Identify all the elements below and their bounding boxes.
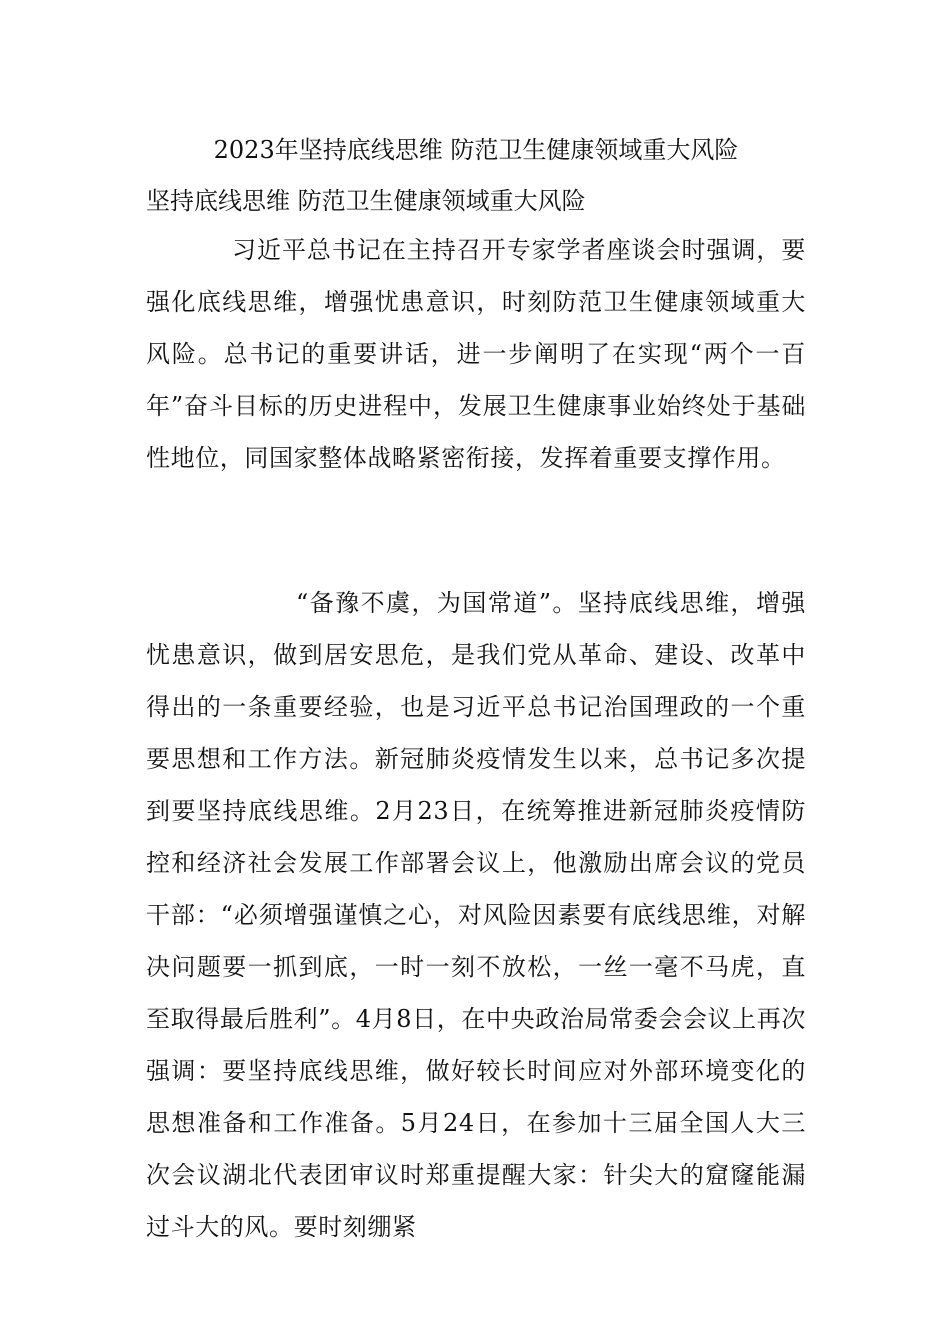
document-title: 2023年坚持底线思维 防范卫生健康领域重大风险 — [213, 136, 739, 164]
paragraph-1: 习近平总书记在主持召开专家学者座谈会时强调，要强化底线思维，增强忧患意识，时刻防范卫生健康领域重大风险。总书记的重要讲话，进一步阐明了在实现“两个一百年”奋斗目标的历史进程中，发展卫生健康事业始终处于基础性地位，同国家整体战略紧密衔接，发挥着重要支撑作用。 — [146, 236, 806, 472]
paragraph-2: “备豫不虞，为国常道”。坚持底线思维，增强忧患意识，做到居安思危，是我们党从革命、建设、改革中得出的一条重要经验，也是习近平总书记治国理政的一个重要思想和工作方法。新冠肺炎疫情发生以来，总书记多次提到要坚持底线思维。2月23日，在统筹推进新冠肺炎疫情防控和经济社会发展工作部署会议上，他激励出席会议的党员干部：“必须增强谨慎之心，对风险因素要有底线思维，对解决问题要一抓到底，一时一刻不放松，一丝一毫不马虎，直至取得最后胜利”。4月8日，在中央政治局常委会会议上再次强调：要坚持底线思维，做好较长时间应对外部环境变化的思想准备和工作准备。5月24日，在参加十三届全国人大三次会议湖北代表团审议时郑重提醒大家：针尖大的窟窿能漏过斗大的风。要时刻绷紧 — [146, 589, 806, 1241]
document-subtitle: 坚持底线思维 防范卫生健康领域重大风险 — [146, 187, 586, 215]
